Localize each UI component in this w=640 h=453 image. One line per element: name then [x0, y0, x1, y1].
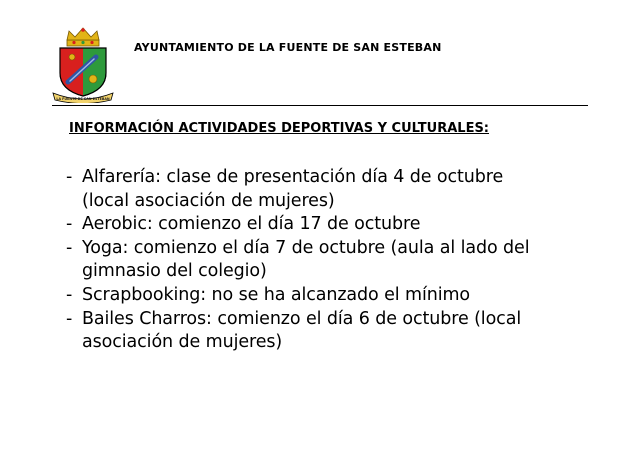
item-line: Yoga: comienzo el día 7 de octubre (aula al lado del	[82, 237, 530, 258]
list-item	[66, 237, 606, 284]
item-line: Scrapbooking: no se ha alcanzado el mínimo	[82, 284, 471, 305]
bullet-dash: -	[66, 237, 73, 258]
item-line: Aerobic: comienzo el día 17 de octubre	[82, 214, 421, 235]
page-title: INFORMACIÓN ACTIVIDADES DEPORTIVAS Y CULTURALES:	[69, 121, 490, 136]
document-header	[0, 0, 640, 106]
list-item	[66, 213, 606, 237]
activities-list	[66, 166, 606, 355]
crest-ribbon-text: LA FUENTE DE SAN ESTEBAN	[56, 96, 110, 101]
crown-icon	[67, 28, 99, 46]
item-line: gimnasio del colegio)	[82, 261, 267, 282]
municipal-crest-logo	[50, 27, 116, 103]
bullet-dash: -	[66, 284, 73, 305]
organization-name: AYUNTAMIENTO DE LA FUENTE DE SAN ESTEBAN	[134, 41, 442, 54]
item-line: Bailes Charros: comienzo el día 6 de octubre (local	[82, 308, 522, 329]
list-item	[66, 284, 606, 308]
list-item	[66, 308, 606, 355]
item-line: asociación de mujeres)	[82, 332, 283, 353]
item-line: (local asociación de mujeres)	[82, 190, 335, 211]
list-item	[66, 166, 606, 213]
bullet-dash: -	[66, 308, 73, 329]
bullet-dash: -	[66, 167, 73, 187]
shield-icon	[60, 48, 106, 96]
item-line: Alfarería: clase de presentación día 4 de octubre	[82, 167, 504, 187]
bullet-dash: -	[66, 214, 73, 235]
header-divider	[52, 105, 588, 106]
